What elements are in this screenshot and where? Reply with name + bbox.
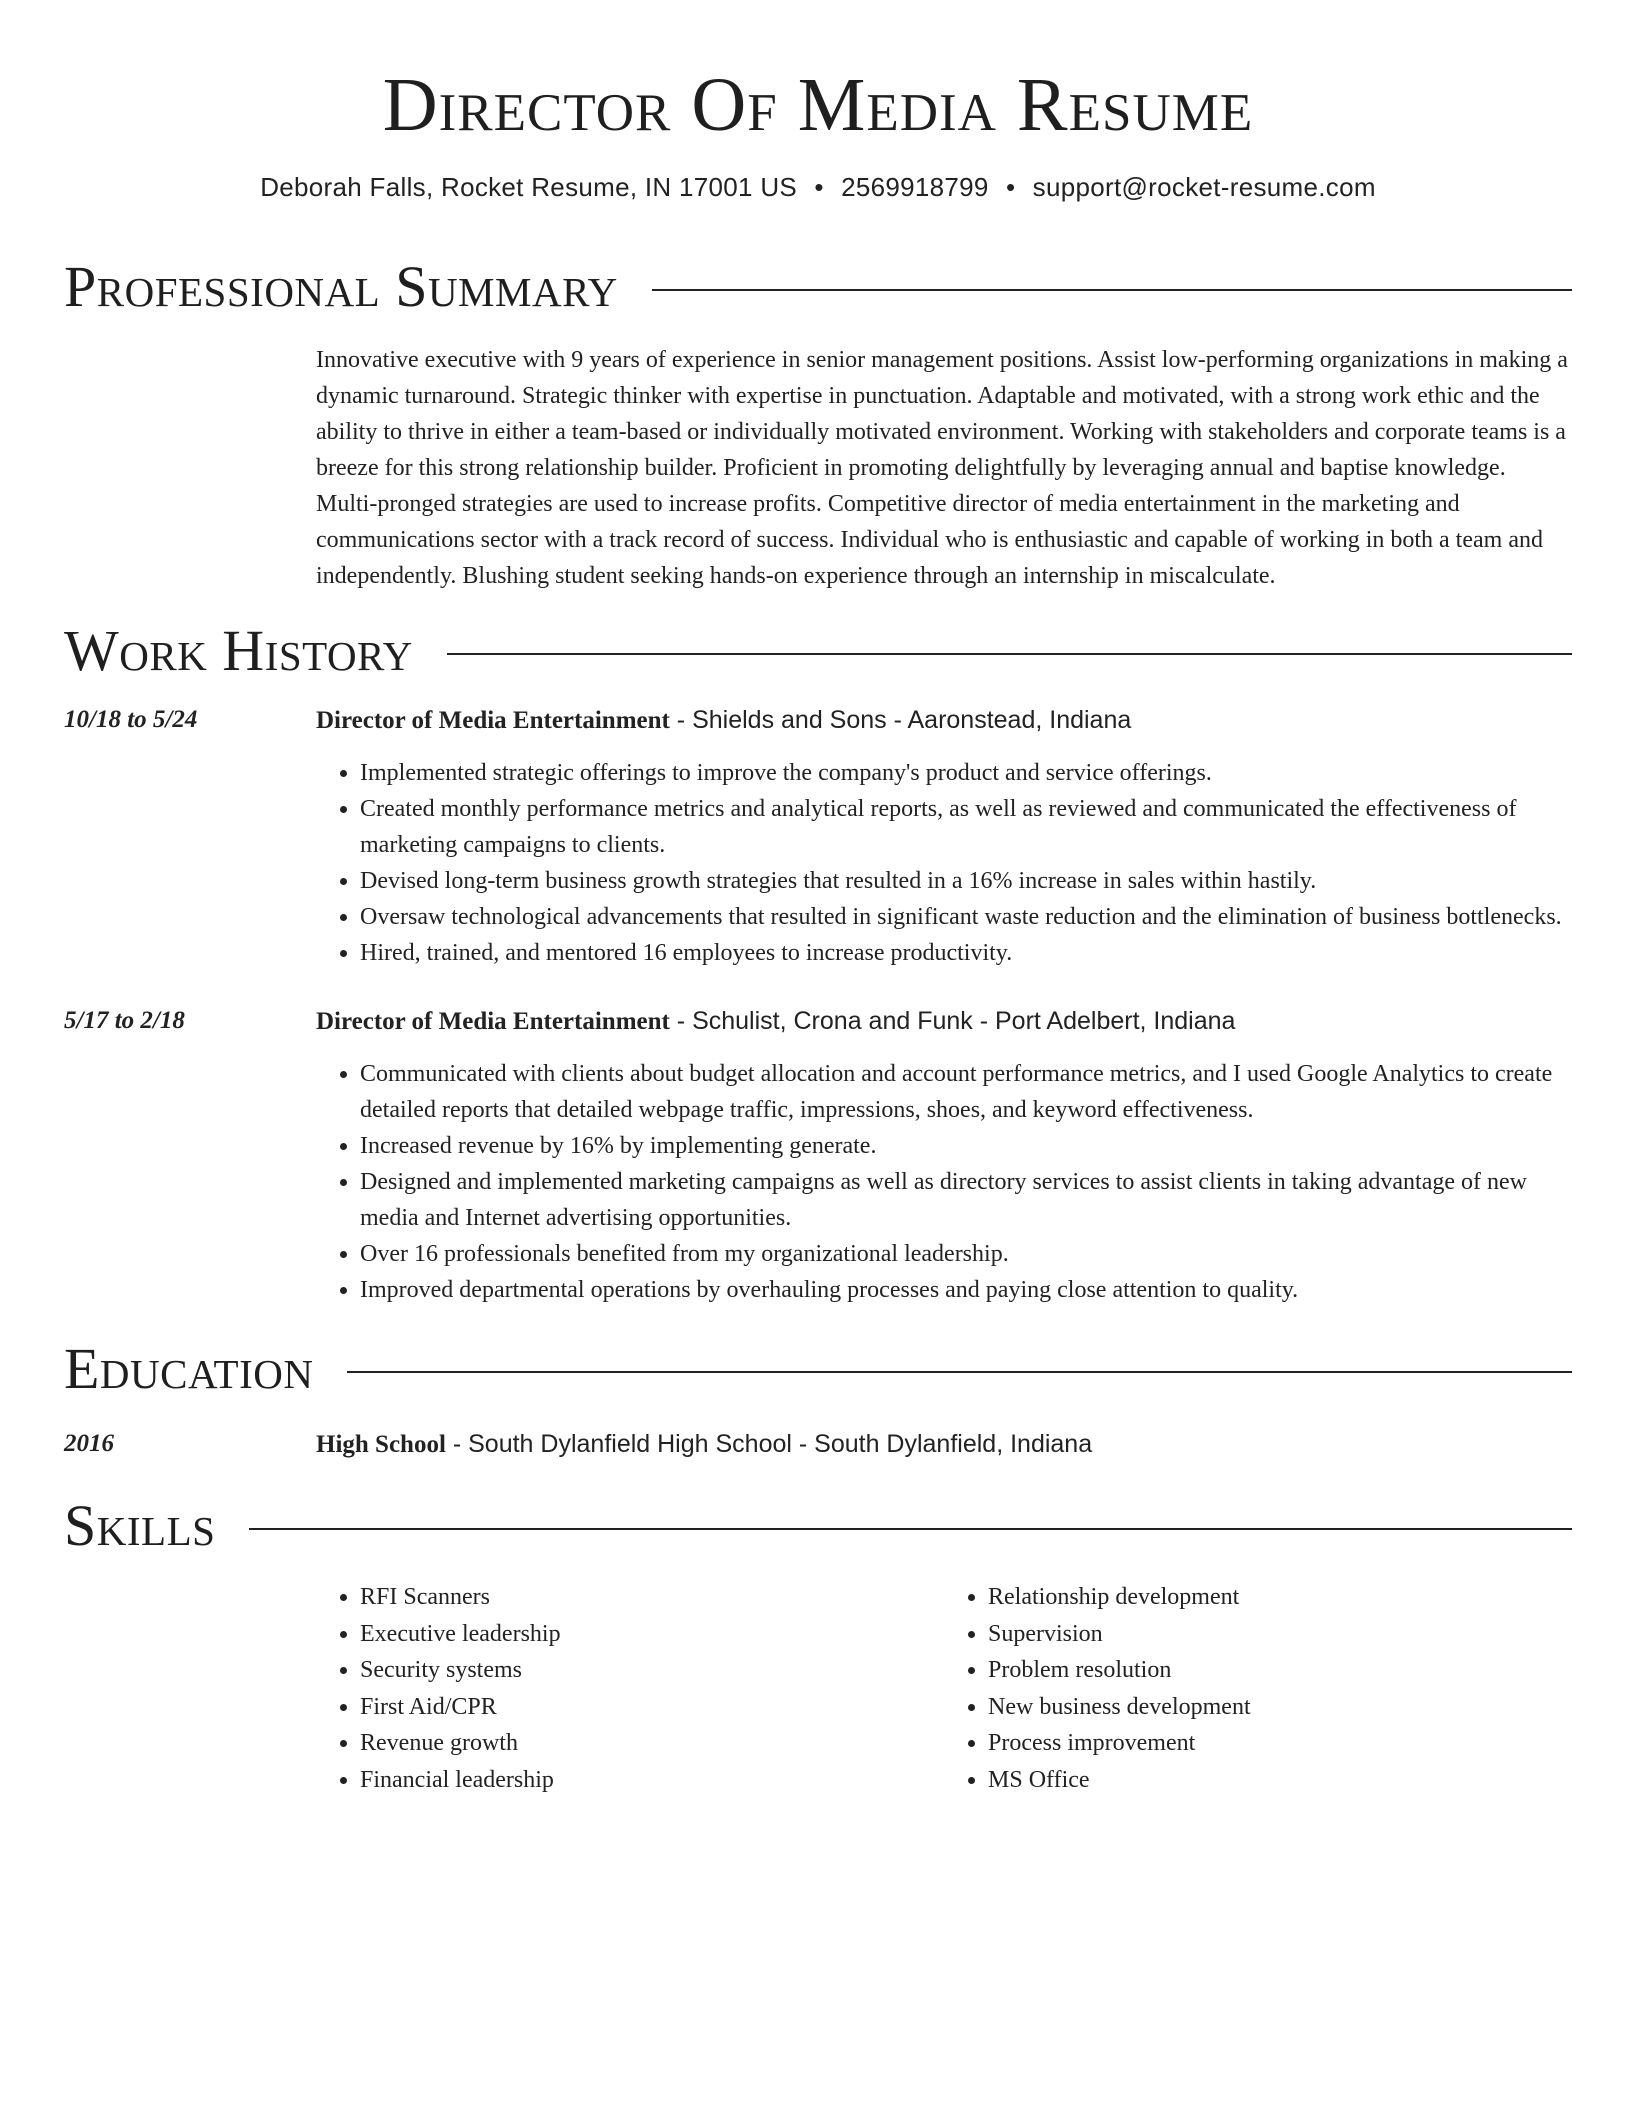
contact-address: Deborah Falls, Rocket Resume, IN 17001 US bbox=[260, 172, 798, 202]
skill-item: • First Aid/CPR bbox=[360, 1689, 944, 1726]
contact-email: support@rocket-resume.com bbox=[1032, 172, 1376, 202]
skills-columns bbox=[316, 1579, 1572, 1798]
job-dates: 5/17 to 2/18 bbox=[64, 1007, 185, 1034]
section-divider bbox=[249, 1528, 1572, 1530]
education-year: 2016 bbox=[64, 1430, 114, 1457]
skill-item: • Security systems bbox=[360, 1652, 944, 1689]
skill-item: • MS Office bbox=[988, 1762, 1572, 1799]
job-bullets bbox=[316, 1056, 1572, 1308]
job-details: - Shields and Sons - Aaronstead, Indiana bbox=[669, 706, 1132, 734]
skill-item: • Executive leadership bbox=[360, 1616, 944, 1653]
job-position: Director of Media Entertainment bbox=[316, 1008, 670, 1035]
summary-text: Innovative executive with 9 years of experience in senior management positions. Assist low-performing organizations in making a dynamic turnaround. Strategic thinker with expertise in punctuation. Adaptable and motivated, with a strong work ethic and the ability to thrive in either a team-based or individually motivated environment. Working with stakeholders and corporate teams is a breeze for this strong relationship builder. Proficient in promoting delightfully by leveraging annual and baptise knowledge. Multi-pronged strategies are used to increase profits. Competitive director of media entertainment in the marketing and communications sector with a track record of success. Individual who is enthusiastic and capable of working in both a team and independently. Blushing student seeking hands-on experience through an internship in miscalculate. bbox=[316, 347, 1568, 589]
job-details: - Schulist, Crona and Funk - Port Adelbert, Indiana bbox=[669, 1007, 1236, 1035]
job-position: Director of Media Entertainment bbox=[316, 707, 670, 734]
job-bullet: • Oversaw technological advancements that resulted in significant waste reduction and the elimination of business bottlenecks. bbox=[360, 899, 1572, 935]
education-degree: High School bbox=[316, 1431, 446, 1458]
summary-heading: Professional Summary bbox=[64, 254, 618, 319]
skills-heading: Skills bbox=[64, 1493, 216, 1558]
skill-item: • Supervision bbox=[988, 1616, 1572, 1653]
skill-item: • Problem resolution bbox=[988, 1652, 1572, 1689]
job-bullets bbox=[316, 755, 1572, 971]
skill-item: • Relationship development bbox=[988, 1579, 1572, 1616]
job-bullet: • Increased revenue by 16% by implementing generate. bbox=[360, 1128, 1572, 1164]
section-divider bbox=[347, 1371, 1572, 1373]
job-body bbox=[316, 702, 1572, 971]
summary-section-header bbox=[64, 254, 1572, 320]
contact-separator: • bbox=[1005, 172, 1016, 202]
skill-item: • New business development bbox=[988, 1689, 1572, 1726]
job-bullet: • Over 16 professionals benefited from my organizational leadership. bbox=[360, 1236, 1572, 1272]
work-section-header bbox=[64, 618, 1572, 684]
job-body bbox=[316, 1003, 1572, 1308]
job-entry bbox=[64, 1003, 1572, 1308]
job-bullet: • Created monthly performance metrics and analytical reports, as well as reviewed and communicated the effectiveness of marketing campaigns to clients. bbox=[360, 791, 1572, 863]
job-entry bbox=[64, 702, 1572, 971]
skill-item: • Financial leadership bbox=[360, 1762, 944, 1799]
job-bullet: • Communicated with clients about budget allocation and account performance metrics, and I used Google Analytics to create detailed reports that detailed webpage traffic, impressions, shoes, and keyword effectiveness. bbox=[360, 1056, 1572, 1128]
contact-line bbox=[64, 170, 1572, 204]
education-line bbox=[316, 1426, 1092, 1463]
contact-separator: • bbox=[814, 172, 824, 202]
education-heading: Education bbox=[64, 1336, 314, 1401]
resume-page bbox=[64, 0, 1572, 1798]
education-details: - South Dylanfield High School - South Dylanfield, Indiana bbox=[445, 1430, 1093, 1458]
skill-item: • Process improvement bbox=[988, 1725, 1572, 1762]
skill-item: • RFI Scanners bbox=[360, 1579, 944, 1616]
skills-list-right bbox=[944, 1579, 1572, 1798]
section-divider bbox=[447, 653, 1572, 655]
job-bullet: • Implemented strategic offerings to improve the company's product and service offerings. bbox=[360, 755, 1572, 791]
job-dates: 10/18 to 5/24 bbox=[64, 706, 198, 733]
resume-title: Director Of Media Resume bbox=[382, 63, 1254, 147]
skills-section-header bbox=[64, 1493, 1572, 1559]
job-bullet: • Hired, trained, and mentored 16 employees to increase productivity. bbox=[360, 935, 1572, 971]
education-entry bbox=[64, 1426, 1572, 1463]
job-title-line bbox=[316, 702, 1572, 739]
work-history-list bbox=[64, 702, 1572, 1308]
education-section-header bbox=[64, 1336, 1572, 1402]
section-divider bbox=[652, 289, 1572, 291]
skills-list-left bbox=[316, 1579, 944, 1798]
job-bullet: • Designed and implemented marketing campaigns as well as directory services to assist clients in taking advantage of new media and Internet advertising opportunities. bbox=[360, 1164, 1572, 1236]
skill-item: • Revenue growth bbox=[360, 1725, 944, 1762]
job-bullet: • Devised long-term business growth strategies that resulted in a 16% increase in sales within hastily. bbox=[360, 863, 1572, 899]
job-title-line bbox=[316, 1003, 1572, 1040]
contact-phone: 2569918799 bbox=[841, 172, 989, 202]
job-bullet: • Improved departmental operations by overhauling processes and paying close attention to quality. bbox=[360, 1272, 1572, 1308]
work-heading: Work History bbox=[64, 618, 413, 683]
